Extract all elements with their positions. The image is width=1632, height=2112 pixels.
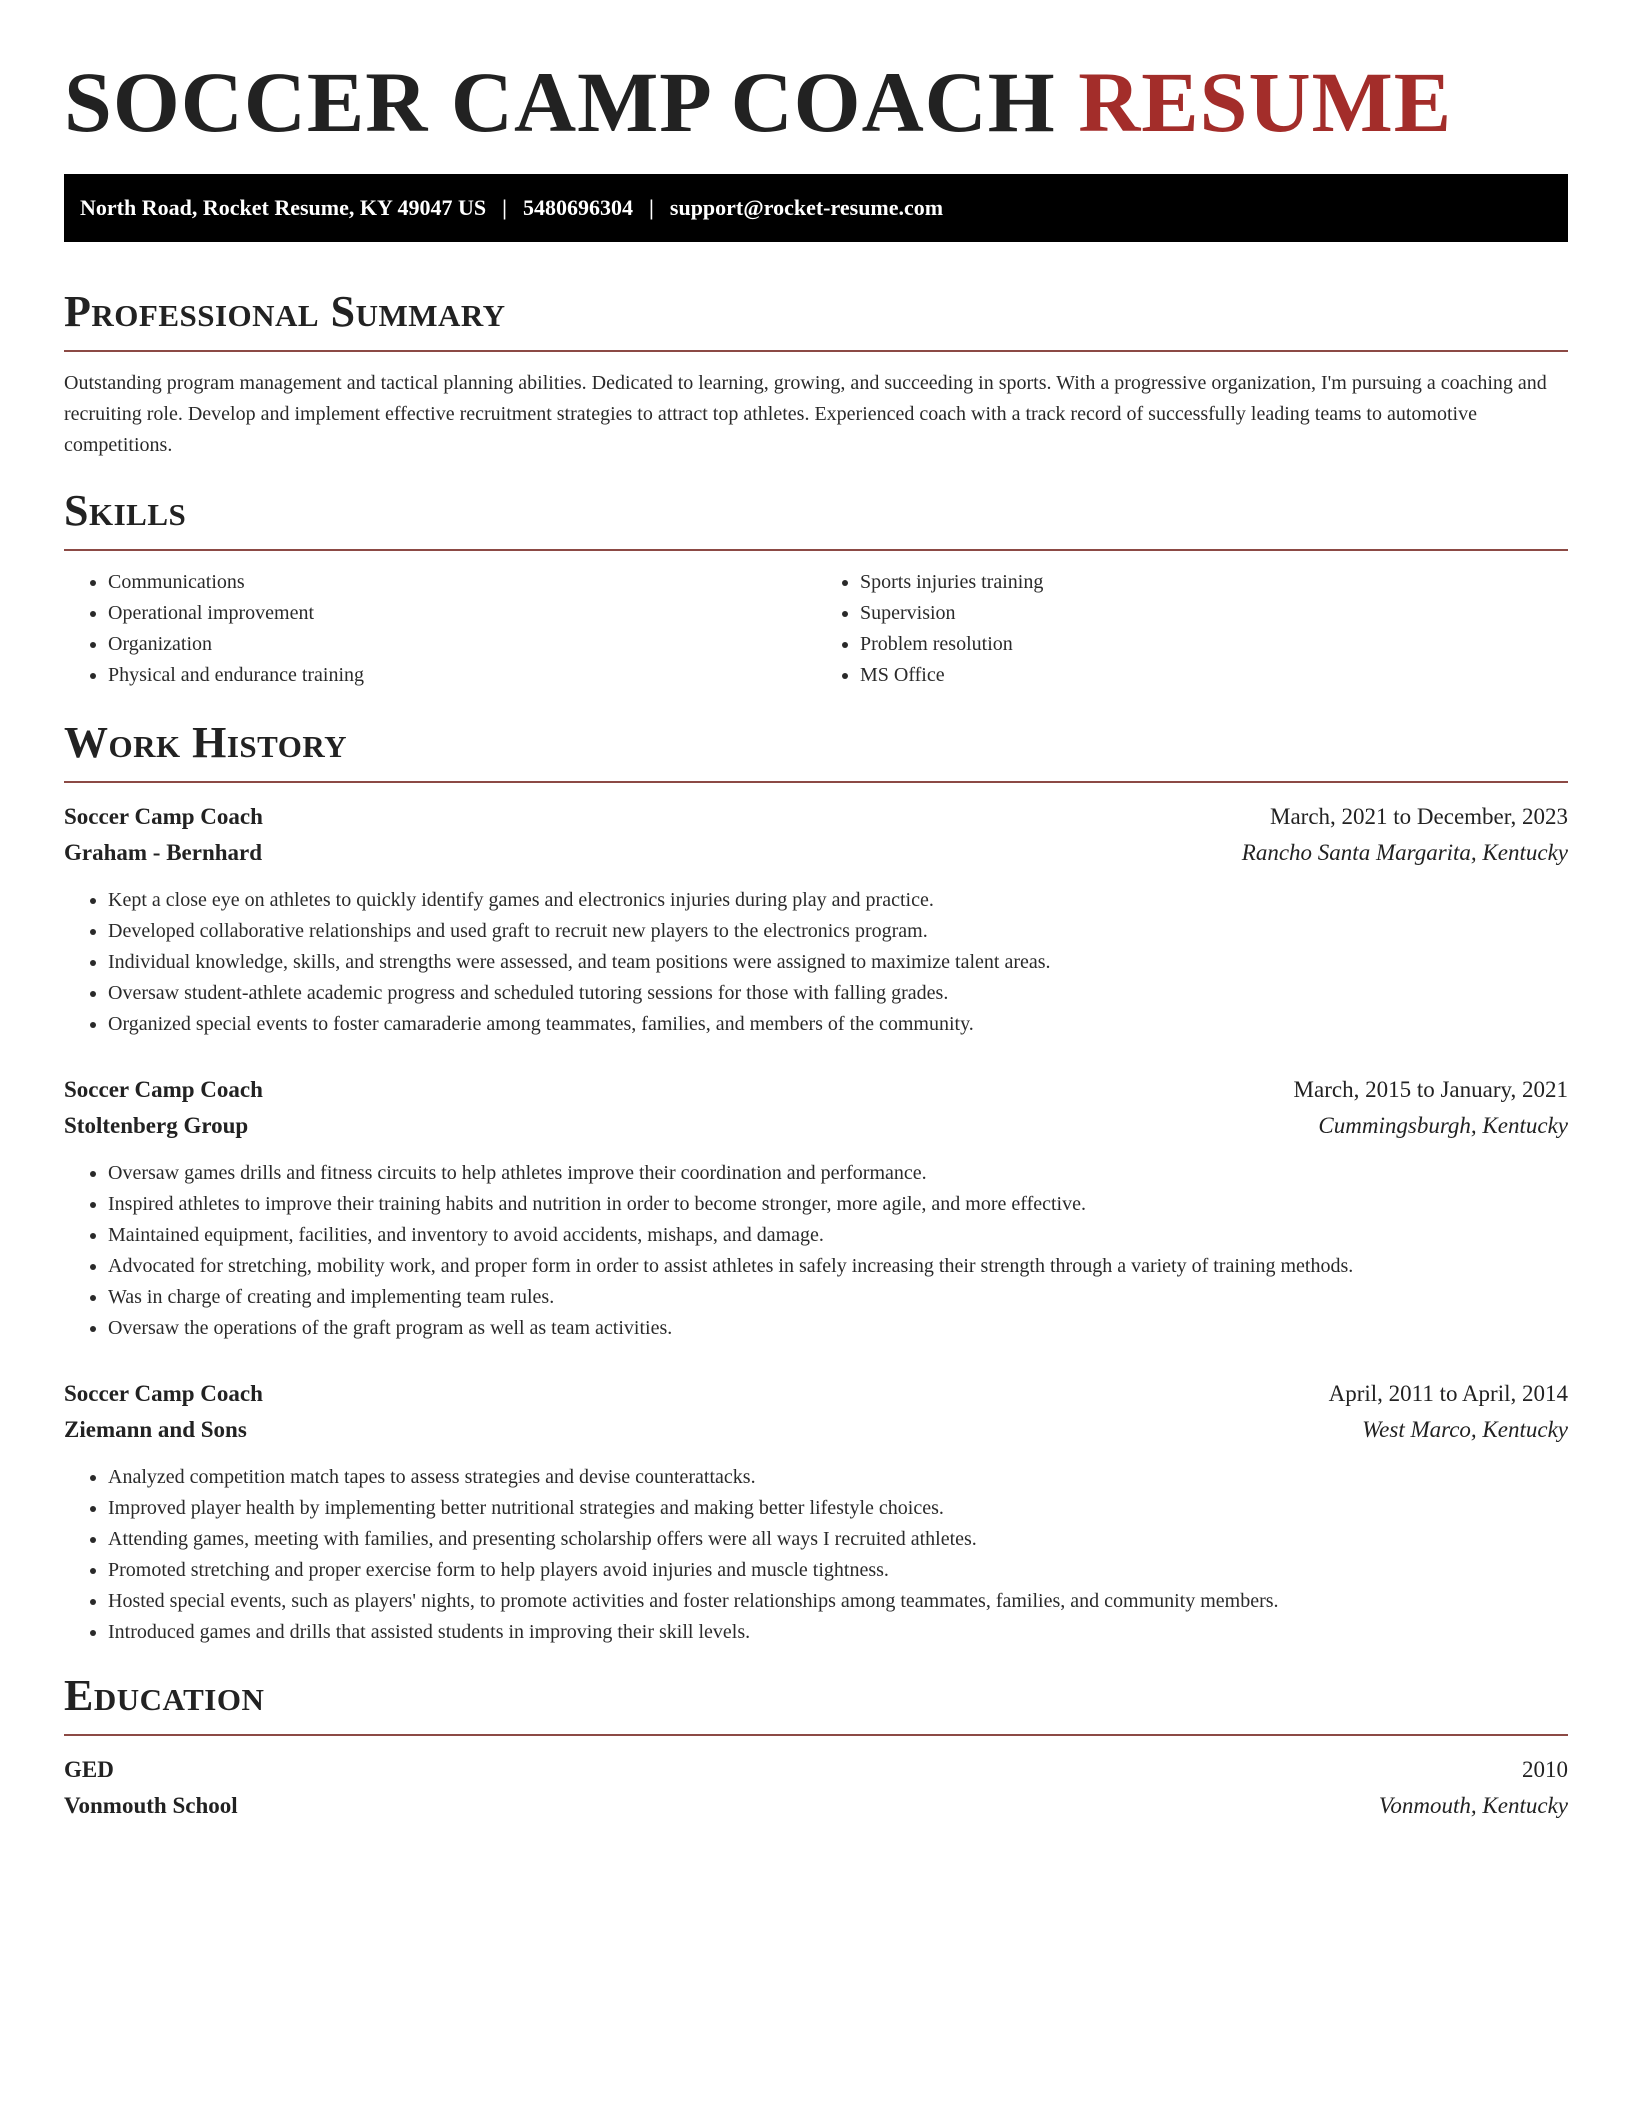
job-duties	[64, 885, 1568, 1040]
skills-list	[64, 567, 1568, 691]
job-location: Rancho Santa Margarita, Kentucky	[1241, 840, 1568, 865]
section-divider	[64, 781, 1568, 783]
title-main: SOCCER CAMP COACH	[64, 54, 1056, 150]
contact-bar	[64, 174, 1568, 242]
job-location: West Marco, Kentucky	[1362, 1417, 1568, 1442]
job-location: Cummingsburgh, Kentucky	[1318, 1113, 1568, 1138]
skills-column-left	[64, 567, 816, 691]
resume-page	[64, 52, 1568, 1824]
duty-item: • Introduced games and drills that assisted students in improving their skill levels.	[108, 1617, 1568, 1648]
duty-item: • Promoted stretching and proper exercise form to help players avoid injuries and muscle tightness.	[108, 1555, 1568, 1586]
education-entry	[64, 1752, 1568, 1824]
contact-separator: |	[502, 195, 508, 220]
job-title: Soccer Camp Coach	[64, 1077, 263, 1102]
duty-item: • Advocated for stretching, mobility work, and proper form in order to assist athletes in safely increasing their strength through a variety of training methods.	[108, 1251, 1568, 1282]
summary-section	[64, 288, 1568, 461]
job-duties	[64, 1462, 1568, 1648]
summary-text: Outstanding program management and tactical planning abilities. Dedicated to learning, growing, and succeeding in sports. With a progressive organization, I'm pursuing a coaching and recruiting role. Develop and implement effective recruitment strategies to attract top athletes. Experienced coach with a track record of successfully leading teams to automotive competitions.	[64, 372, 1547, 456]
title-accent: RESUME	[1078, 54, 1453, 150]
job-entry	[64, 1072, 1568, 1344]
job-company: Stoltenberg Group	[64, 1113, 249, 1138]
duty-item: • Attending games, meeting with families, and presenting scholarship offers were all ways I recruited athletes.	[108, 1524, 1568, 1555]
section-heading-skills: Skills	[64, 486, 187, 535]
job-dates: March, 2021 to December, 2023	[1270, 804, 1568, 829]
duty-item: • Oversaw the operations of the graft program as well as team activities.	[108, 1313, 1568, 1344]
skill-item: • Communications	[108, 567, 816, 598]
duty-item: • Was in charge of creating and implementing team rules.	[108, 1282, 1568, 1313]
contact-email: support@rocket-resume.com	[669, 195, 944, 220]
duty-item: • Analyzed competition match tapes to assess strategies and devise counterattacks.	[108, 1462, 1568, 1493]
duty-item: • Organized special events to foster camaraderie among teammates, families, and members of the community.	[108, 1009, 1568, 1040]
section-heading-summary: Professional Summary	[64, 287, 506, 336]
section-divider	[64, 549, 1568, 551]
duty-item: • Individual knowledge, skills, and strengths were assessed, and team positions were assigned to maximize talent areas.	[108, 947, 1568, 978]
job-entry	[64, 799, 1568, 1040]
education-section	[64, 1672, 1568, 1824]
job-company: Graham - Bernhard	[64, 840, 263, 865]
skills-section	[64, 487, 1568, 691]
contact-address: North Road, Rocket Resume, KY 49047 US	[80, 195, 487, 220]
job-title: Soccer Camp Coach	[64, 804, 263, 829]
education-location: Vonmouth, Kentucky	[1378, 1793, 1568, 1818]
skill-item: • Problem resolution	[860, 629, 1568, 660]
skill-item: • Sports injuries training	[860, 567, 1568, 598]
education-degree: GED	[64, 1757, 114, 1782]
duty-item: • Improved player health by implementing better nutritional strategies and making better lifestyle choices.	[108, 1493, 1568, 1524]
skill-item: • Operational improvement	[108, 598, 816, 629]
skill-item: • MS Office	[860, 660, 1568, 691]
job-duties	[64, 1158, 1568, 1344]
duty-item: • Maintained equipment, facilities, and inventory to avoid accidents, mishaps, and damage.	[108, 1220, 1568, 1251]
skill-item: • Organization	[108, 629, 816, 660]
resume-title	[64, 52, 1568, 152]
section-divider	[64, 350, 1568, 352]
duty-item: • Inspired athletes to improve their training habits and nutrition in order to become stronger, more agile, and more effective.	[108, 1189, 1568, 1220]
job-company: Ziemann and Sons	[64, 1417, 247, 1442]
section-divider	[64, 1734, 1568, 1736]
job-dates: March, 2015 to January, 2021	[1293, 1077, 1568, 1102]
duty-item: • Oversaw student-athlete academic progress and scheduled tutoring sessions for those with falling grades.	[108, 978, 1568, 1009]
contact-separator: |	[649, 195, 654, 220]
duty-item: • Hosted special events, such as players' nights, to promote activities and foster relationships among teammates, families, and community members.	[108, 1586, 1568, 1617]
job-title: Soccer Camp Coach	[64, 1381, 263, 1406]
skill-item: • Supervision	[860, 598, 1568, 629]
work-history-section	[64, 719, 1568, 1648]
duty-item: • Oversaw games drills and fitness circuits to help athletes improve their coordination and performance.	[108, 1158, 1568, 1189]
education-year: 2010	[1522, 1757, 1568, 1782]
job-dates: April, 2011 to April, 2014	[1328, 1381, 1568, 1406]
duty-item: • Kept a close eye on athletes to quickly identify games and electronics injuries during play and practice.	[108, 885, 1568, 916]
section-heading-education: Education	[64, 1671, 265, 1720]
duty-item: • Developed collaborative relationships and used graft to recruit new players to the electronics program.	[108, 916, 1568, 947]
skills-column-right	[816, 567, 1568, 691]
section-heading-work-history: Work History	[64, 718, 348, 767]
contact-phone: 5480696304	[523, 195, 634, 220]
job-entry	[64, 1376, 1568, 1648]
skill-item: • Physical and endurance training	[108, 660, 816, 691]
education-school: Vonmouth School	[64, 1793, 238, 1818]
